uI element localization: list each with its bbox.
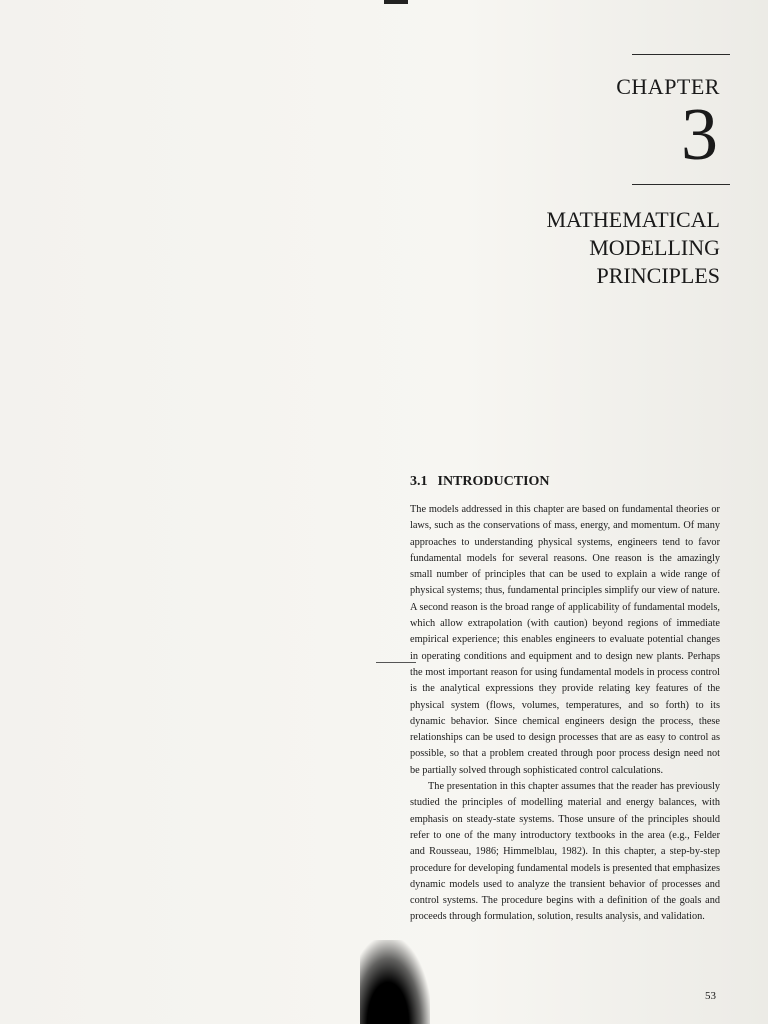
chapter-title — [470, 206, 720, 290]
chapter-label: CHAPTER — [616, 74, 720, 99]
scan-mark — [384, 0, 408, 4]
chapter-title-line: MATHEMATICAL — [546, 207, 720, 232]
paragraph: The presentation in this chapter assumes that the reader has previously studied the principles of modelling material and energy balances, with emphasis on steady-state systems. Those unsure of the principles should refer to one of the many introductory textbooks in the area (e.g., Felder and Rousseau, 1986; Himmelblau, 1982). In this chapter, a step-by-step procedure for developing fundamental models is presented that emphasizes dynamic models used to analyze the transient behavior of processes and control systems. The procedure begins with a definition of the goals and proceeds through formulation, solution, results analysis, and validation. — [410, 781, 720, 923]
section-heading — [410, 474, 550, 490]
section-title: INTRODUCTION — [437, 474, 550, 489]
margin-mark — [376, 662, 416, 663]
binding-shadow — [360, 940, 430, 1024]
chapter-top-rule — [632, 54, 730, 55]
chapter-title-line: PRINCIPLES — [596, 263, 720, 288]
chapter-title-line: MODELLING — [589, 235, 720, 260]
chapter-mid-rule — [632, 184, 730, 185]
chapter-number: 3 — [681, 94, 718, 176]
body-text — [410, 502, 720, 926]
paragraph: The models addressed in this chapter are based on fundamental theories or laws, such as the conservations of mass, energy, and momentum. Of many approaches to understanding physical systems, engineers tend to favor fundamental models for several reasons. One reason is the amazingly small number of principles that can be used to explain a wide range of physical systems; thus, fundamental principles simplify our view of nature. A second reason is the broad range of applicability of fundamental models, which allow extrapolation (with caution) beyond regions of immediate empirical experience; this enables engineers to evaluate potential changes in operating conditions and equipment and to design new plants. Perhaps the most important reason for using fundamental models in process control is the analytical expressions they provide relating key features of the physical system (flows, volumes, temperatures, and so forth) to its dynamic behavior. Since chemical engineers design the process, these relationships can be used to design processes that are as easy to control as possible, so that a problem created through poor process design need not be partially solved through sophisticated control calculations. — [410, 504, 720, 776]
section-number: 3.1 — [410, 474, 428, 489]
page-number: 53 — [705, 990, 716, 1002]
